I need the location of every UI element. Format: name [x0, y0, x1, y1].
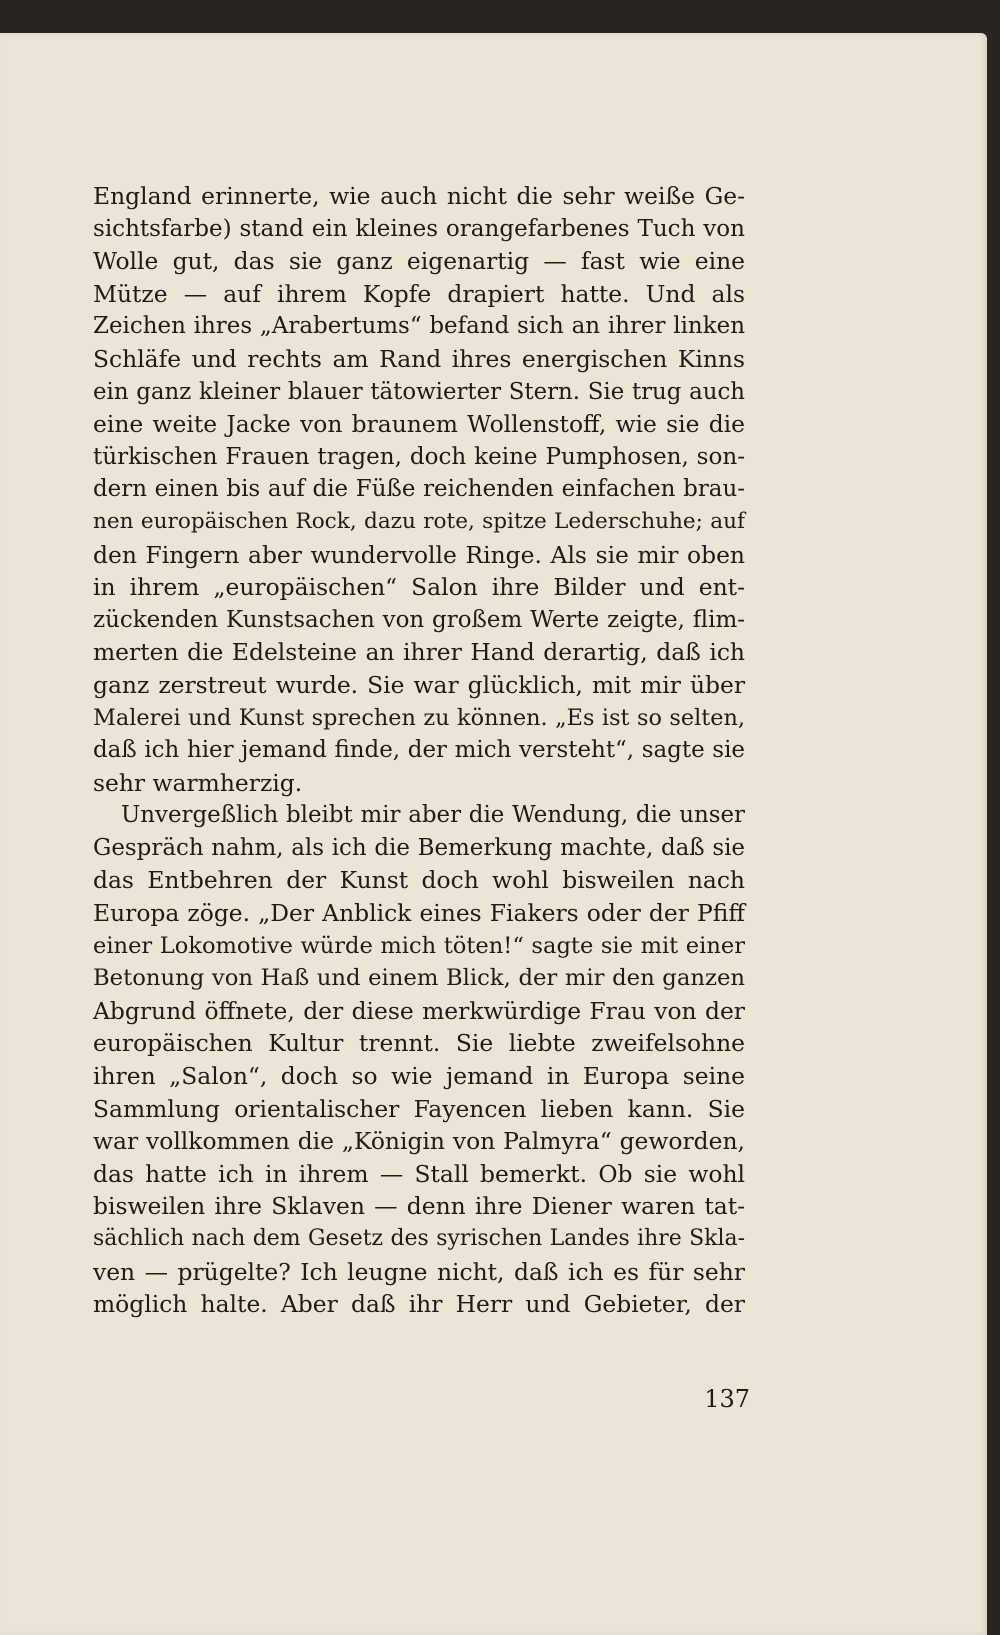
- text-line: dern einen bis auf die Füße reichenden einfachen brau-: [93, 476, 745, 503]
- text-line: merten die Edelsteine an ihrer Hand derartig, daß ich: [93, 638, 745, 667]
- text-line: Mütze — auf ihrem Kopfe drapiert hatte. Und als: [93, 279, 745, 308]
- text-line: sächlich nach dem Gesetz des syrischen Landes ihre Skla-: [93, 1226, 745, 1251]
- text-line: Abgrund öffnete, der diese merkwürdige Frau von der: [93, 996, 745, 1025]
- text-line: Zeichen ihres „Arabertums“ befand sich an ihrer linken: [93, 313, 745, 340]
- text-line: sehr warmherzig.: [93, 768, 303, 797]
- text-line: zückenden Kunstsachen von großem Werte zeigte, flim-: [93, 606, 745, 633]
- text-line: Unvergeßlich bleibt mir aber die Wendung, die unser: [121, 802, 745, 829]
- text-line: Sammlung orientalischer Fayencen lieben kann. Sie: [93, 1094, 745, 1123]
- text-line: europäischen Kultur trennt. Sie liebte zweifelsohne: [93, 1029, 745, 1058]
- text-line: ganz zerstreut wurde. Sie war glücklich, mit mir über: [93, 670, 745, 699]
- text-line: bisweilen ihre Sklaven — denn ihre Diener waren tat-: [93, 1192, 745, 1221]
- text-line: Wolle gut, das sie ganz eigenartig — fast wie eine: [93, 247, 745, 276]
- paragraph-2: [93, 799, 745, 1321]
- text-line: England erinnerte, wie auch nicht die sehr weiße Ge-: [93, 182, 745, 210]
- text-line: den Fingern aber wundervolle Ringe. Als sie mir oben: [93, 540, 745, 569]
- text-line: möglich halte. Aber daß ihr Herr und Gebieter, der: [93, 1290, 745, 1319]
- text-line: war vollkommen die „Königin von Palmyra“ geworden,: [93, 1127, 745, 1156]
- page-number: 137: [704, 1385, 750, 1413]
- text-line: ein ganz kleiner blauer tätowierter Stern. Sie trug auch: [93, 378, 745, 405]
- text-line: Gespräch nahm, als ich die Bemerkung machte, daß sie: [93, 834, 745, 861]
- text-line: das Entbehren der Kunst doch wohl bisweilen nach: [93, 866, 745, 895]
- text-line: eine weite Jacke von braunem Wollenstoff, wie sie die: [93, 410, 745, 439]
- text-line: Europa zöge. „Der Anblick eines Fiakers oder der Pfiff: [93, 899, 745, 928]
- paragraph-1: [93, 180, 745, 799]
- text-line: ihren „Salon“, doch so wie jemand in Europa seine: [93, 1062, 745, 1091]
- body-text: [93, 180, 745, 1321]
- text-line: daß ich hier jemand finde, der mich versteht“, sagte sie: [93, 737, 745, 764]
- text-line: das hatte ich in ihrem — Stall bemerkt. Ob sie wohl: [93, 1159, 745, 1188]
- text-line: einer Lokomotive würde mich töten!“ sagte sie mit einer: [93, 932, 745, 959]
- book-page: [0, 33, 987, 1635]
- text-line: türkischen Frauen tragen, doch keine Pumphosen, son-: [93, 443, 745, 470]
- text-line: Betonung von Haß und einem Blick, der mir den ganzen: [93, 965, 745, 992]
- text-line: nen europäischen Rock, dazu rote, spitze Lederschuhe; auf: [93, 508, 745, 534]
- text-line: in ihrem „europäischen“ Salon ihre Bilder und ent-: [93, 573, 745, 602]
- text-line: Malerei und Kunst sprechen zu können. „Es ist so selten,: [93, 704, 745, 731]
- text-line: Schläfe und rechts am Rand ihres energischen Kinns: [93, 344, 745, 373]
- text-line: sichtsfarbe) stand ein kleines orangefarbenes Tuch von: [93, 215, 745, 242]
- text-line: ven — prügelte? Ich leugne nicht, daß ich es für sehr: [93, 1257, 745, 1286]
